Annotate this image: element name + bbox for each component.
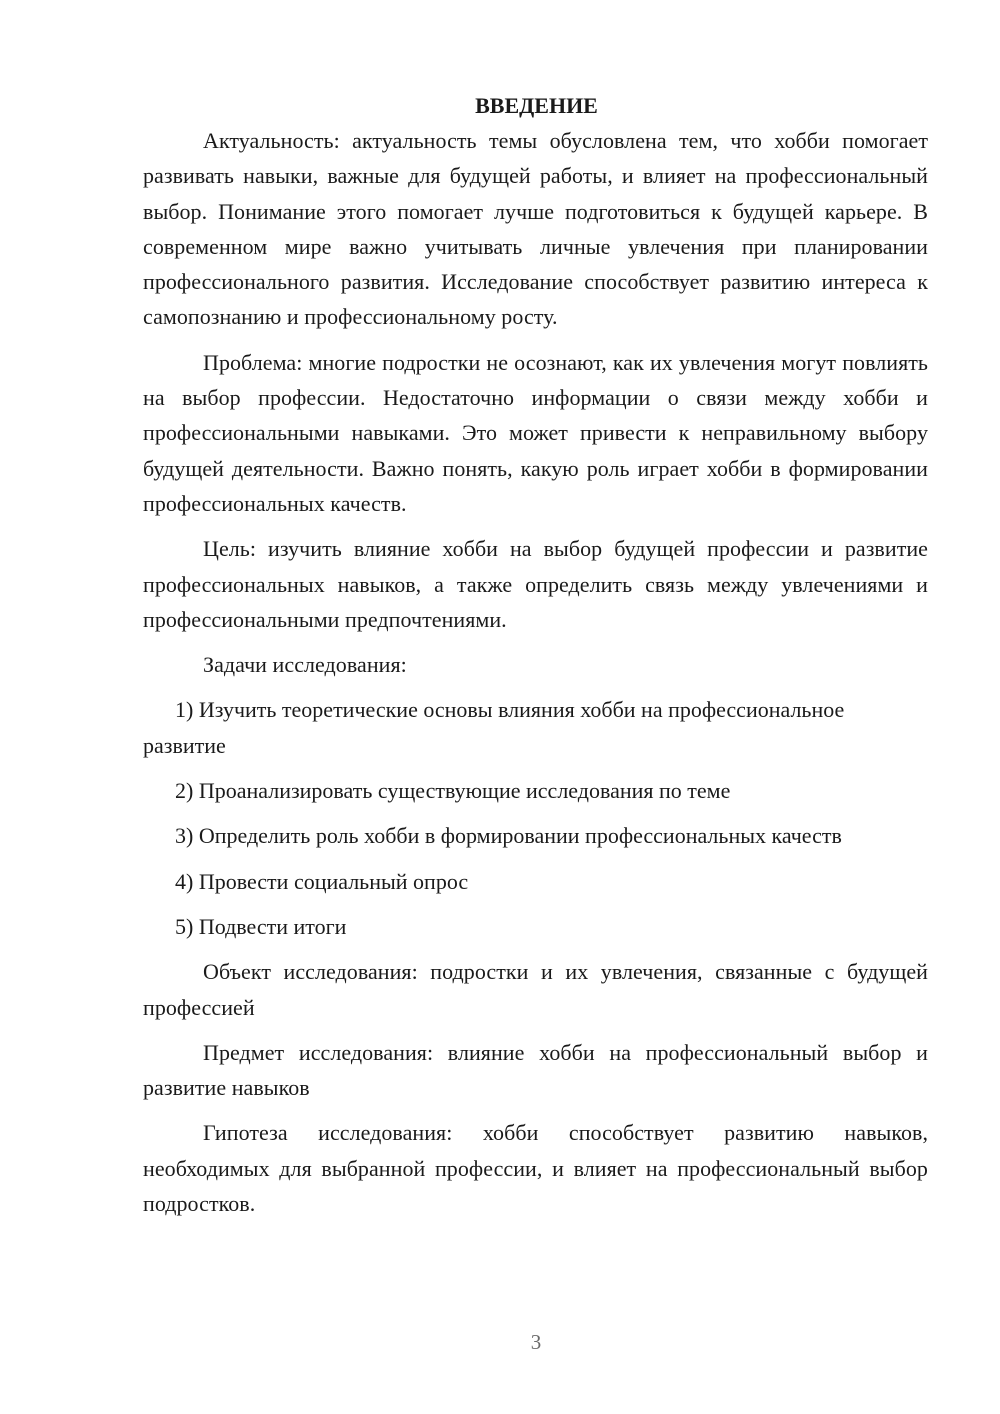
page-number: 3 [530,1330,542,1354]
task-item: 4) Провести социальный опрос [175,868,469,894]
paragraph-goal: Цель: изучить влияние хобби на выбор будущей профессии и развитие профессиональных навыков, а также определить связь между увлечениями и профессиональными предпочтениями. [143,536,928,632]
section-title: ВВЕДЕНИЕ [475,93,598,118]
paragraph-subject: Предмет исследования: влияние хобби на профессиональный выбор и развитие навыков [143,1039,928,1101]
paragraph-object: Объект исследования: подростки и их увлечения, связанные с будущей профессией [143,959,928,1020]
task-item: 1) Изучить теоретические основы влияния хобби на профессиональное развитие [143,697,845,758]
document-page [143,88,928,1231]
paragraph-relevance: Актуальность: актуальность темы обусловлена тем, что хобби помогает развивать навыки, важные для будущей работы, и влияет на профессиональный выбор. Понимание этого помогает лучше подготовиться к будущей карьере. В современном мире важно учитывать личные увлечения при планировании профессионального развития. Исследование способствует развитию интереса к самопознанию и профессиональному росту. [143,128,928,330]
paragraph-problem: Проблема: многие подростки не осознают, как их увлечения могут повлиять на выбор профессии. Недостаточно информации о связи между хобби и профессиональными навыками. Это может привести к неправильному выбору будущей деятельности. Важно понять, какую роль играет хобби в формировании профессиональных качеств. [143,349,928,516]
task-item: 3) Определить роль хобби в формировании профессиональных качеств [175,823,842,849]
task-item: 2) Проанализировать существующие исследования по теме [175,778,731,804]
paragraph-tasks-heading: Задачи исследования: [203,652,407,678]
task-item: 5) Подвести итоги [175,913,347,939]
paragraph-hypothesis: Гипотеза исследования: хобби способствует развитию навыков, необходимых для выбранной профессии, и влияет на профессиональный выбор подростков. [143,1120,928,1217]
